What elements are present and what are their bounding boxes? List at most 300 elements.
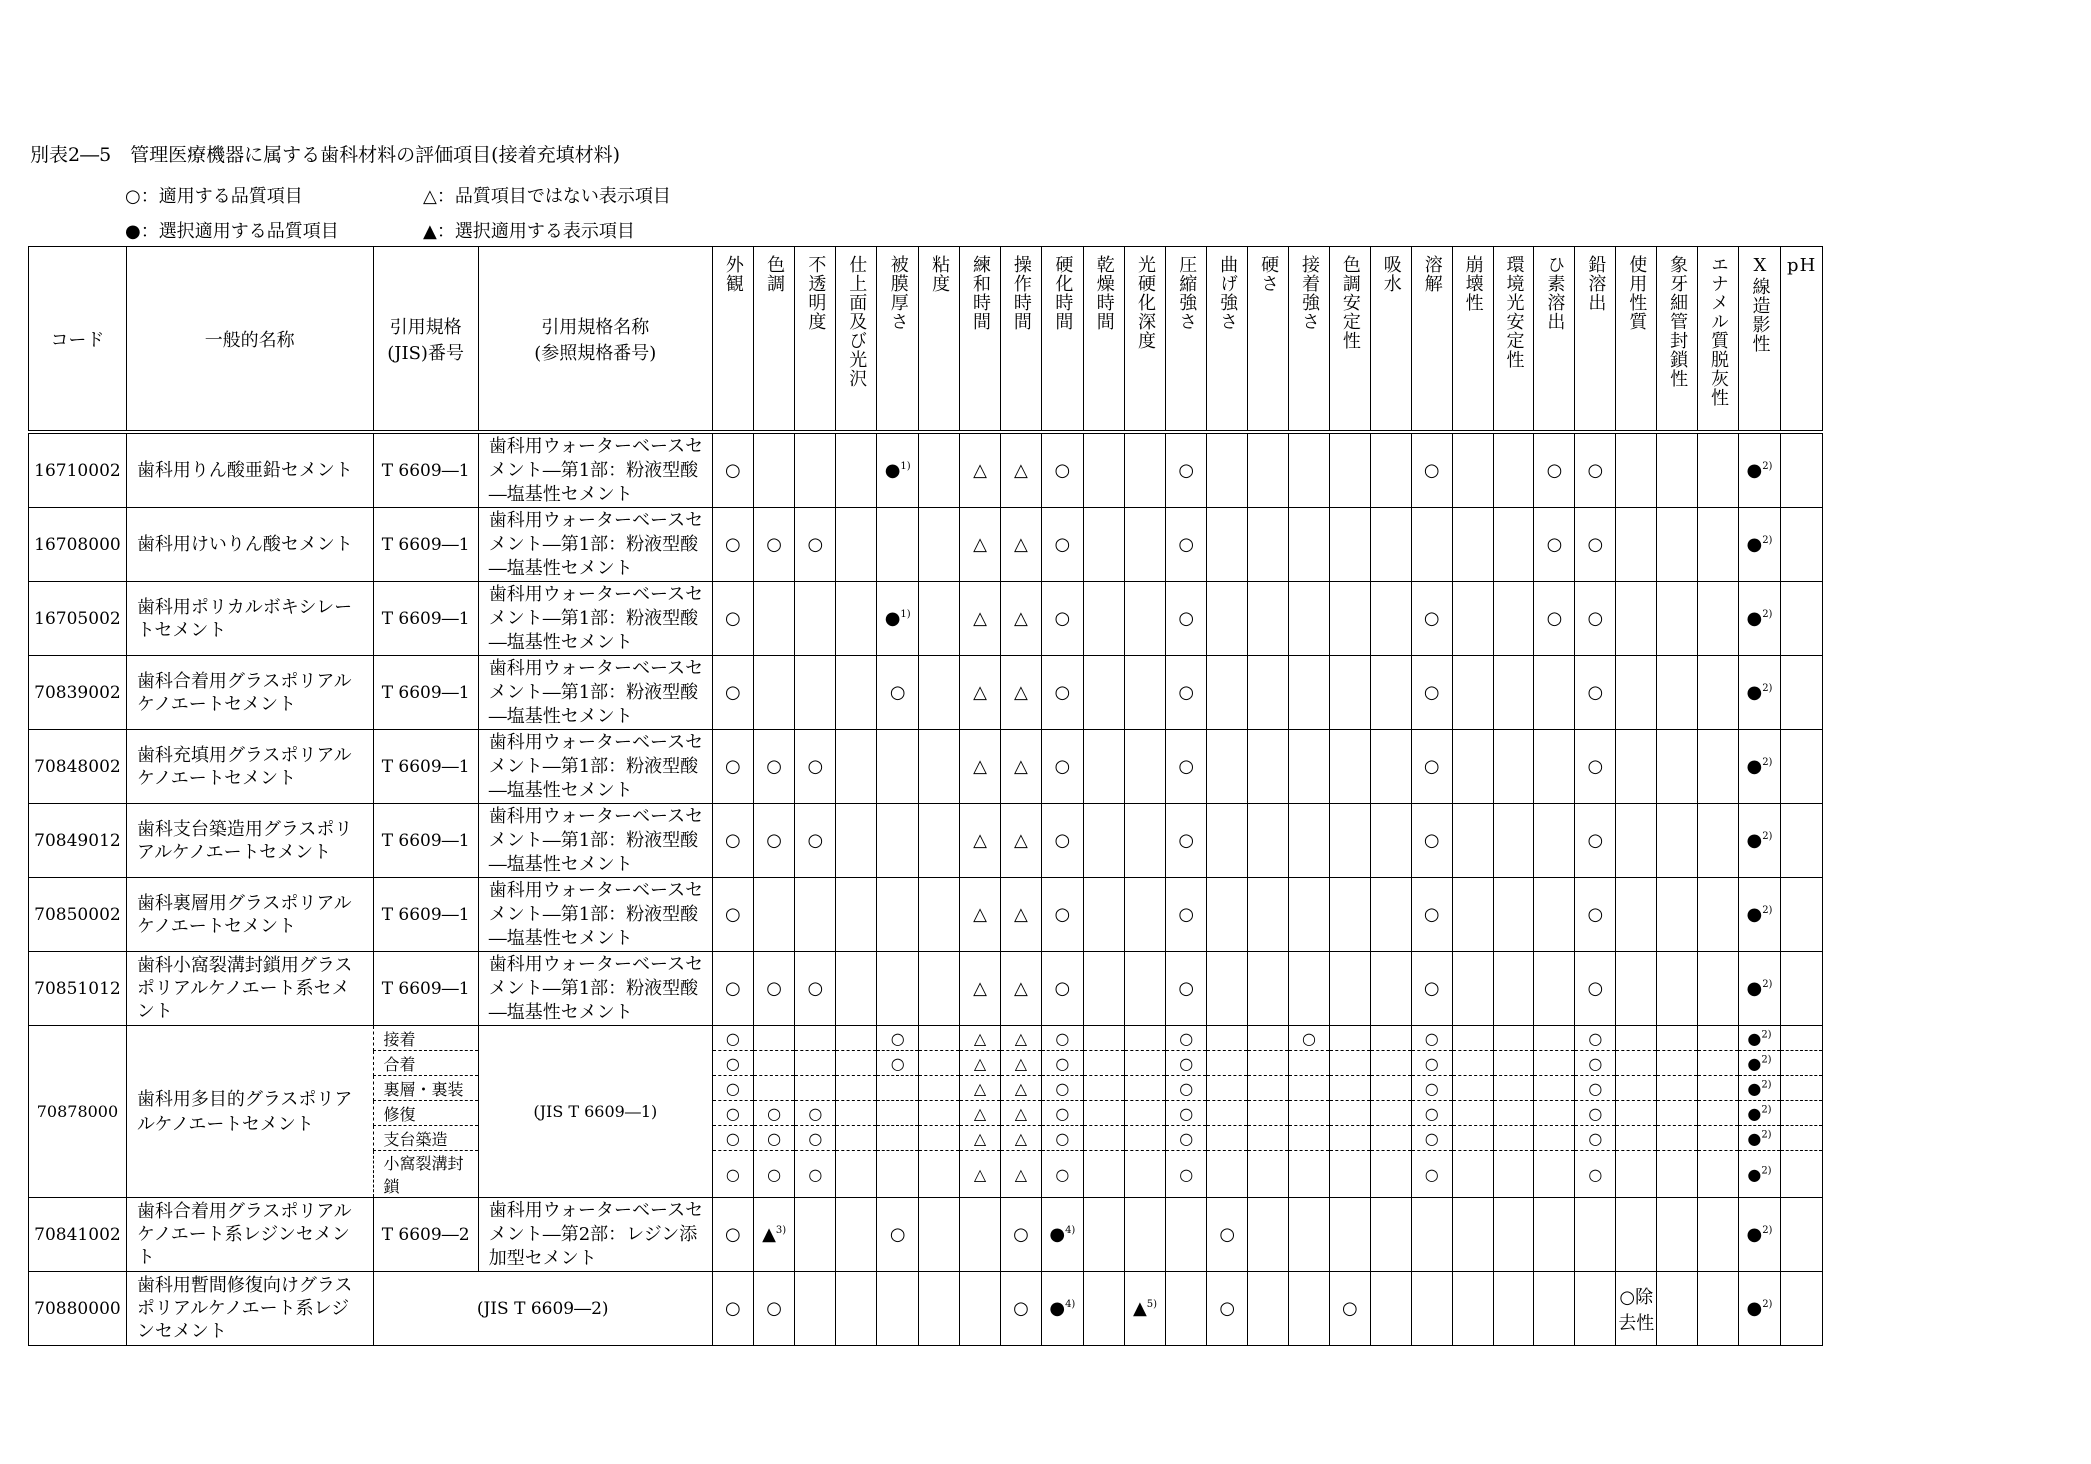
item-cell [1329, 804, 1370, 878]
header-item [1000, 247, 1041, 431]
item-cell [1452, 1051, 1493, 1076]
item-cell: ○ [1041, 1076, 1083, 1101]
item-cell: ○ [712, 730, 753, 804]
material-code: 70839002 [29, 656, 127, 730]
header-item [1411, 247, 1452, 431]
item-cell: ○ [753, 1272, 795, 1346]
general-name: 歯科小窩裂溝封鎖用グラスポリアルケノエート系セメント [126, 952, 373, 1026]
item-cell: ○ [877, 1026, 919, 1051]
item-cell: ○ [1166, 1126, 1207, 1151]
item-cell: ○ [1575, 1151, 1616, 1198]
item-cell: △ [1000, 804, 1041, 878]
item-cell [1083, 1051, 1124, 1076]
page-title: 別表2―5 管理医療機器に属する歯科材料の評価項目(接着充填材料) [30, 144, 621, 166]
header-item [836, 247, 877, 431]
table-row [29, 508, 2091, 582]
item-cell: ○ [753, 1101, 795, 1126]
item-cell: ○ [1041, 434, 1083, 508]
item-cell: ○ [1041, 878, 1083, 952]
header-item [919, 247, 960, 431]
item-cell: ○ [1000, 1272, 1041, 1346]
item-cell: ○ [1411, 1076, 1452, 1101]
header-item [1657, 247, 1698, 431]
item-cell [1248, 1272, 1289, 1346]
item-cell [1534, 1051, 1575, 1076]
header-code: コード [29, 247, 127, 431]
header-item [960, 247, 1001, 431]
item-cell [1248, 804, 1289, 878]
item-cell [1329, 508, 1370, 582]
item-cell [1657, 434, 1698, 508]
item-cell [753, 1076, 795, 1101]
item-cell [1289, 1272, 1330, 1346]
item-cell [836, 1101, 877, 1126]
item-cell [1780, 730, 1822, 804]
header-item [1616, 247, 1657, 431]
item-cell [1616, 1051, 1657, 1076]
item-cell [1657, 1198, 1698, 1272]
header-standard-name: 引用規格名称 (参照規格番号) [478, 247, 712, 431]
item-cell [1207, 1101, 1248, 1126]
item-cell: ●$^{2)}$ [1739, 1126, 1781, 1151]
jis-number: T 6609―1 [373, 508, 478, 582]
item-cell [1575, 1198, 1616, 1272]
header-item [1698, 247, 1739, 431]
item-cell: ○ [795, 730, 836, 804]
item-cell [1616, 1076, 1657, 1101]
item-cell: △ [1000, 508, 1041, 582]
item-cell: ●$^{2)}$ [1739, 1051, 1781, 1076]
standard-name: 歯科用ウォーターベースセメント―第1部：粉液型酸―塩基性セメント [478, 582, 712, 656]
item-cell: ○ [712, 1272, 753, 1346]
table-row [29, 434, 2091, 508]
item-cell: ○ [1166, 1151, 1207, 1198]
item-cell [919, 1126, 960, 1151]
item-cell [877, 1076, 919, 1101]
item-cell [919, 730, 960, 804]
item-cell [836, 582, 877, 656]
item-cell: ●$^{2)}$ [1739, 1272, 1781, 1346]
item-cell [1289, 1151, 1330, 1198]
item-cell [1329, 656, 1370, 730]
header-item [1207, 247, 1248, 431]
sub-usage-label: 小窩裂溝封鎖 [373, 1151, 478, 1198]
item-cell [1493, 1272, 1534, 1346]
item-cell [1657, 1126, 1698, 1151]
header-item-label: エナメル質脱灰性 [1708, 255, 1730, 407]
item-cell [836, 1126, 877, 1151]
general-name: 歯科用けいりん酸セメント [126, 508, 373, 582]
item-cell: ○ [1411, 582, 1452, 656]
item-cell: ○ [712, 1076, 753, 1101]
item-cell: ●$^{2)}$ [1739, 1076, 1781, 1101]
item-cell: ○ [1534, 582, 1575, 656]
item-cell: ○ [712, 1051, 753, 1076]
legend-optional-display: ▲：選択適用する表示項目 [423, 221, 635, 242]
item-cell [1124, 1198, 1166, 1272]
item-cell: ○ [1534, 434, 1575, 508]
item-cell: ○ [712, 508, 753, 582]
standard-name: 歯科用ウォーターベースセメント―第1部：粉液型酸―塩基性セメント [478, 804, 712, 878]
item-cell [919, 1051, 960, 1076]
item-cell [1698, 1126, 1739, 1151]
item-cell [1289, 1126, 1330, 1151]
header-item [1780, 247, 1822, 431]
item-cell [1289, 656, 1330, 730]
item-cell [1493, 1026, 1534, 1051]
item-cell: ●$^{2)}$ [1739, 1101, 1781, 1126]
item-cell: ○ [753, 508, 795, 582]
table-row [29, 1272, 2091, 1346]
item-cell: ○ [753, 952, 795, 1026]
item-cell [1289, 508, 1330, 582]
item-cell [1534, 1126, 1575, 1151]
standard-name: 歯科用ウォーターベースセメント―第1部：粉液型酸―塩基性セメント [478, 656, 712, 730]
material-code: 70851012 [29, 952, 127, 1026]
item-cell [1493, 878, 1534, 952]
item-cell [1534, 952, 1575, 1026]
item-cell [1207, 582, 1248, 656]
item-cell [1452, 1198, 1493, 1272]
item-cell [1370, 1101, 1411, 1126]
item-cell: ○ [1411, 434, 1452, 508]
header-item-label: 外観 [722, 255, 744, 293]
item-cell: ○ [1041, 1151, 1083, 1198]
footnote-ref: 2) [1761, 1079, 1772, 1091]
material-code: 70878000 [29, 1026, 127, 1198]
item-cell: ○ [712, 1026, 753, 1051]
item-cell [1166, 1198, 1207, 1272]
header-item-label: 粘度 [929, 255, 951, 293]
legend-display: △：品質項目ではない表示項目 [423, 186, 671, 207]
item-cell [1329, 1051, 1370, 1076]
item-cell [1083, 878, 1124, 952]
item-cell: ●$^{4)}$ [1041, 1198, 1083, 1272]
item-cell [1329, 1151, 1370, 1198]
item-cell [795, 878, 836, 952]
item-cell: ●$^{2)}$ [1739, 434, 1781, 508]
item-cell: ○ [1575, 434, 1616, 508]
footnote-ref: 2) [1762, 905, 1773, 916]
item-cell [877, 878, 919, 952]
item-cell: ○ [795, 1126, 836, 1151]
item-cell [1452, 1076, 1493, 1101]
item-cell [1616, 952, 1657, 1026]
standard-name: (JIS T 6609―1) [478, 1026, 712, 1198]
jis-number: T 6609―2 [373, 1198, 478, 1272]
general-name: 歯科合着用グラスポリアルケノエートセメント [126, 656, 373, 730]
item-cell: ○ [1041, 1101, 1083, 1126]
item-cell [1329, 434, 1370, 508]
header-item [1370, 247, 1411, 431]
item-cell [919, 952, 960, 1026]
header-item [1534, 247, 1575, 431]
item-cell [1616, 1151, 1657, 1198]
item-cell: ○ [1411, 656, 1452, 730]
header-item [712, 247, 753, 431]
footnote-ref: 2) [1762, 609, 1773, 620]
item-cell: ○ [1534, 508, 1575, 582]
item-cell [1370, 804, 1411, 878]
item-cell [1370, 434, 1411, 508]
item-cell: △ [960, 1126, 1001, 1151]
item-cell [1616, 1198, 1657, 1272]
item-cell: ○ [1411, 1051, 1452, 1076]
material-code: 16708000 [29, 508, 127, 582]
item-cell [1329, 1076, 1370, 1101]
jis-number: T 6609―1 [373, 582, 478, 656]
item-cell: △ [960, 434, 1001, 508]
item-cell [1083, 1272, 1124, 1346]
item-cell: ○ [795, 804, 836, 878]
header-item-label: 使用性質 [1626, 255, 1648, 331]
item-cell [1657, 1101, 1698, 1126]
item-cell [1370, 1051, 1411, 1076]
item-cell [1780, 1051, 1822, 1076]
item-cell [753, 582, 795, 656]
table-row [29, 656, 2091, 730]
item-cell [919, 508, 960, 582]
item-cell [1698, 582, 1739, 656]
item-cell [919, 1026, 960, 1051]
item-cell [1124, 1126, 1166, 1151]
material-code: 70848002 [29, 730, 127, 804]
item-cell [1493, 952, 1534, 1026]
item-cell [1657, 952, 1698, 1026]
item-cell: ○ [753, 730, 795, 804]
item-cell [836, 1272, 877, 1346]
item-cell: ○ [712, 878, 753, 952]
item-cell [795, 434, 836, 508]
footnote-ref: 2) [1761, 1054, 1772, 1066]
header-item [1575, 247, 1616, 431]
item-cell: ○ [1575, 582, 1616, 656]
item-cell: △ [1000, 952, 1041, 1026]
header-item [1289, 247, 1330, 431]
item-cell [1452, 1026, 1493, 1051]
item-cell: ●$^{2)}$ [1739, 1198, 1781, 1272]
item-cell: ○ [712, 1151, 753, 1198]
header-item-label: 崩壊性 [1462, 255, 1484, 312]
item-cell [1698, 952, 1739, 1026]
item-cell [1329, 1101, 1370, 1126]
item-cell [1248, 1151, 1289, 1198]
table-row [29, 1198, 2091, 1272]
header-item-label: 被膜厚さ [887, 255, 909, 331]
item-cell [1083, 1151, 1124, 1198]
item-cell [1698, 730, 1739, 804]
item-cell [1493, 656, 1534, 730]
general-name: 歯科充填用グラスポリアルケノエートセメント [126, 730, 373, 804]
item-cell [1534, 1272, 1575, 1346]
header-item [1041, 247, 1083, 431]
header-item [753, 247, 795, 431]
item-cell: ○ [1575, 1126, 1616, 1151]
footnote-ref: 1) [900, 461, 911, 472]
item-cell [1411, 1198, 1452, 1272]
jis-number: T 6609―1 [373, 878, 478, 952]
item-cell: ○ [1166, 656, 1207, 730]
item-cell [1493, 508, 1534, 582]
item-cell [1780, 878, 1822, 952]
item-cell [1124, 508, 1166, 582]
item-cell [1657, 582, 1698, 656]
material-code: 70849012 [29, 804, 127, 878]
item-cell: ○ [1166, 804, 1207, 878]
standard-name: 歯科用ウォーターベースセメント―第1部：粉液型酸―塩基性セメント [478, 434, 712, 508]
general-name: 歯科用多目的グラスポリアルケノエートセメント [126, 1026, 373, 1198]
item-cell [1329, 730, 1370, 804]
item-cell: ○除去性 [1616, 1272, 1657, 1346]
item-cell [795, 1076, 836, 1101]
item-cell [753, 656, 795, 730]
item-cell [1083, 508, 1124, 582]
item-cell [1452, 878, 1493, 952]
header-item-label: pH [1787, 255, 1817, 276]
item-cell [919, 1101, 960, 1126]
item-cell: ○ [1575, 1026, 1616, 1051]
item-cell: ○ [1166, 582, 1207, 656]
item-cell [1207, 1151, 1248, 1198]
material-code: 16710002 [29, 434, 127, 508]
item-cell: △ [960, 1051, 1001, 1076]
footnote-ref: 2) [1762, 1225, 1773, 1236]
item-cell: ○ [1041, 582, 1083, 656]
item-cell [1370, 656, 1411, 730]
item-cell [1124, 804, 1166, 878]
header-item-label: 曲げ強さ [1217, 255, 1239, 331]
item-cell [877, 1272, 919, 1346]
item-cell [1493, 582, 1534, 656]
item-cell [919, 656, 960, 730]
item-cell: ○ [1041, 1026, 1083, 1051]
header-item-label: 色調 [764, 255, 786, 293]
item-cell: ○ [712, 434, 753, 508]
item-cell [1575, 1272, 1616, 1346]
item-cell [1289, 952, 1330, 1026]
item-cell [1083, 1076, 1124, 1101]
item-cell [795, 1026, 836, 1051]
item-cell [1207, 952, 1248, 1026]
jis-number: T 6609―1 [373, 730, 478, 804]
item-cell [795, 656, 836, 730]
item-cell [919, 434, 960, 508]
item-cell [1248, 1126, 1289, 1151]
item-cell [1657, 1051, 1698, 1076]
footnote-ref: 2) [1762, 831, 1773, 842]
footnote-ref: 2) [1761, 1165, 1772, 1177]
item-cell [1370, 582, 1411, 656]
item-cell: ○ [1411, 1101, 1452, 1126]
item-cell [1329, 878, 1370, 952]
item-cell [1493, 804, 1534, 878]
header-item-label: 操作時間 [1010, 255, 1032, 331]
table-row [29, 730, 2091, 804]
item-cell [795, 1198, 836, 1272]
item-cell [1780, 1151, 1822, 1198]
header-item-label: 不透明度 [805, 255, 827, 331]
item-cell: ●$^{2)}$ [1739, 878, 1781, 952]
item-cell: ○ [1289, 1026, 1330, 1051]
header-item-label: 象牙細管封鎖性 [1667, 255, 1689, 388]
footnote-ref: 2) [1762, 979, 1773, 990]
item-cell [1780, 582, 1822, 656]
item-cell: ○ [1166, 1076, 1207, 1101]
item-cell: ○ [1411, 804, 1452, 878]
item-cell: △ [960, 508, 1001, 582]
item-cell [836, 1151, 877, 1198]
item-cell [1083, 1101, 1124, 1126]
item-cell: △ [960, 1101, 1001, 1126]
item-cell [1207, 730, 1248, 804]
item-cell [1698, 434, 1739, 508]
item-cell: ▲$^{5)}$ [1124, 1272, 1166, 1346]
item-cell [1452, 582, 1493, 656]
item-cell [1657, 878, 1698, 952]
item-cell [1780, 1101, 1822, 1126]
item-cell: ○ [1411, 1026, 1452, 1051]
item-cell [1616, 1026, 1657, 1051]
item-cell: ○ [1411, 878, 1452, 952]
item-cell: ○ [1411, 730, 1452, 804]
header-item [1124, 247, 1166, 431]
item-cell [1534, 1101, 1575, 1126]
item-cell: ○ [1575, 656, 1616, 730]
item-cell [1452, 730, 1493, 804]
footnote-ref: 2) [1762, 757, 1773, 768]
item-cell [836, 434, 877, 508]
header-jis: 引用規格 (JIS)番号 [373, 247, 478, 431]
header-item-label: 練和時間 [970, 255, 992, 331]
item-cell [1289, 1101, 1330, 1126]
group-sub-row [29, 1026, 2091, 1051]
footnote-ref: 3) [775, 1225, 787, 1236]
item-cell [1493, 730, 1534, 804]
item-cell [1124, 1101, 1166, 1126]
item-cell: ○ [1166, 1051, 1207, 1076]
item-cell [1616, 434, 1657, 508]
footnote-ref: 4) [1065, 1225, 1076, 1236]
item-cell [1493, 1101, 1534, 1126]
item-cell [753, 434, 795, 508]
item-cell: ○ [1207, 1198, 1248, 1272]
item-cell [1452, 434, 1493, 508]
item-cell [753, 1051, 795, 1076]
item-cell: ○ [1575, 952, 1616, 1026]
item-cell: ○ [795, 508, 836, 582]
item-cell [919, 878, 960, 952]
item-cell [1370, 1026, 1411, 1051]
sub-usage-label: 接着 [373, 1026, 478, 1051]
item-cell: ○ [795, 1151, 836, 1198]
header-item-label: X線造影性 [1749, 255, 1771, 353]
header-item [795, 247, 836, 431]
item-cell [1780, 804, 1822, 878]
material-code: 70841002 [29, 1198, 127, 1272]
header-item-label: 溶解 [1421, 255, 1443, 293]
item-cell [1370, 952, 1411, 1026]
general-name: 歯科支台築造用グラスポリアルケノエートセメント [126, 804, 373, 878]
item-cell [1248, 582, 1289, 656]
item-cell [1534, 1198, 1575, 1272]
table-row [29, 804, 2091, 878]
footnote-ref: 4) [1065, 1299, 1076, 1310]
item-cell [1616, 730, 1657, 804]
item-cell: △ [960, 582, 1001, 656]
evaluation-table [28, 246, 2091, 1346]
footnote-ref: 1) [900, 609, 911, 620]
item-cell [1207, 1051, 1248, 1076]
